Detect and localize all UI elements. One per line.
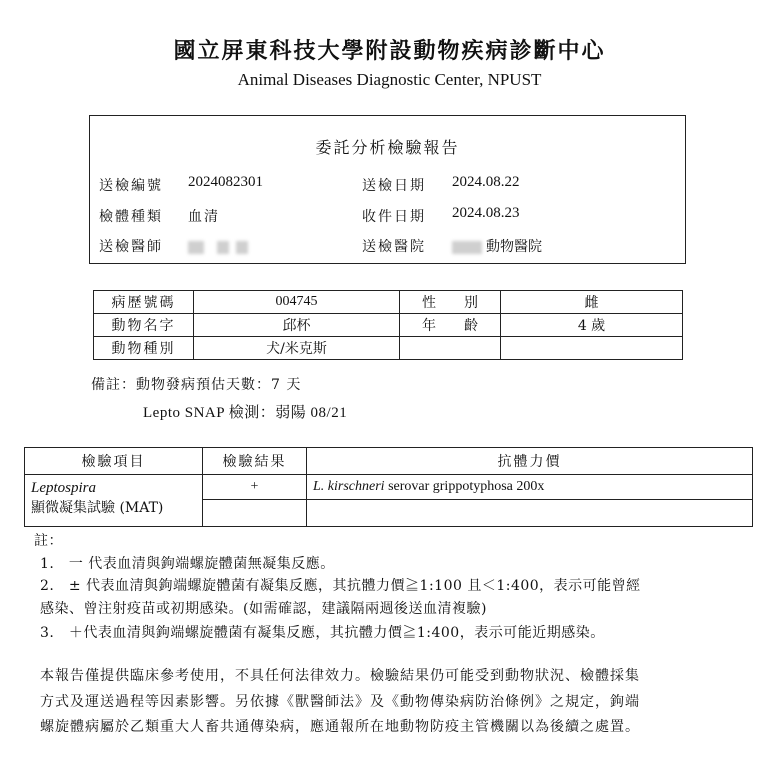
test-method: 顯微凝集試驗 (MAT) — [31, 500, 164, 516]
sex-label: 性 別 — [400, 291, 501, 314]
empty-cell — [203, 500, 307, 527]
notes-heading: 註： — [34, 533, 63, 549]
note-2: 2. ± 代表血清與鉤端螺旋體菌有凝集反應，其抗體力價≧1:100 且＜1:400，表示可能曾經 — [40, 578, 641, 594]
age-label: 年 齡 — [400, 314, 501, 337]
disclaimer-line-2: 方式及運送過程等因素影響。另依據《獸醫師法》及《動物傳染病防治條例》之規定，鉤端 — [40, 694, 640, 710]
report-info-box — [89, 115, 686, 264]
header-test-item: 檢驗項目 — [25, 448, 203, 475]
vet-name-redacted — [188, 237, 248, 256]
hospital-label: 送檢醫院 — [362, 239, 426, 255]
species: 犬/米克斯 — [194, 337, 400, 360]
submission-date: 2024.08.22 — [452, 174, 520, 190]
age: 4 歲 — [501, 314, 683, 337]
submission-date-label: 送檢日期 — [362, 178, 426, 194]
record-no-label: 病歷號碼 — [94, 291, 194, 314]
animal-info-table — [93, 290, 683, 360]
received-date-label: 收件日期 — [362, 209, 426, 225]
table-row — [94, 314, 683, 337]
vet-label: 送檢醫師 — [99, 239, 163, 255]
titer-serovar: serovar grippotyphosa 200x — [384, 479, 545, 495]
table-row — [25, 475, 753, 500]
received-date: 2024.08.23 — [452, 205, 520, 221]
report-title: 委託分析檢驗報告 — [315, 138, 460, 157]
header-result: 檢驗結果 — [203, 448, 307, 475]
results-table — [24, 447, 753, 527]
disclaimer-line-3: 螺旋體病屬於乙類重大人畜共通傳染病，應通報所在地動物防疫主管機關以為後續之處置。 — [40, 719, 640, 735]
note-3: 3. ＋代表血清與鉤端螺旋體菌有凝集反應，其抗體力價≧1:400，表示可能近期感染。 — [40, 625, 605, 641]
note-1: 1. 一 代表血清與鉤端螺旋體菌無凝集反應。 — [40, 556, 335, 572]
table-row — [94, 291, 683, 314]
specimen-type-label: 檢體種類 — [99, 209, 163, 225]
animal-name-label: 動物名字 — [94, 314, 194, 337]
test-item — [25, 475, 203, 527]
record-no: 004745 — [194, 291, 400, 314]
animal-name: 邱杯 — [194, 314, 400, 337]
note-2-cont: 感染、曾注射疫苗或初期感染。(如需確認，建議隔兩週後送血清複驗) — [40, 601, 487, 617]
titer-value — [307, 475, 753, 500]
remark-snap-test: Lepto SNAP 檢測：弱陽 08/21 — [143, 405, 348, 421]
disclaimer-line-1: 本報告僅提供臨床參考使用，不具任何法律效力。檢驗結果仍可能受到動物狀況、檢體採集 — [40, 668, 640, 684]
test-genus: Leptospira — [31, 480, 97, 496]
sex: 雌 — [501, 291, 683, 314]
table-row — [25, 448, 753, 475]
header-titer: 抗體力價 — [307, 448, 753, 475]
test-result: + — [203, 475, 307, 500]
hospital-name-redacted — [452, 237, 482, 256]
species-label: 動物種別 — [94, 337, 194, 360]
submission-no: 2024082301 — [188, 174, 263, 190]
empty-cell — [501, 337, 683, 360]
titer-species: L. kirschneri — [313, 479, 385, 495]
submission-no-label: 送檢編號 — [99, 178, 163, 194]
empty-cell — [400, 337, 501, 360]
empty-cell — [307, 500, 753, 527]
table-row — [94, 337, 683, 360]
hospital-suffix: 動物醫院 — [486, 239, 542, 255]
remark-onset-days: 備註：動物發病預估天數：7 天 — [91, 377, 302, 393]
center-title-en: Animal Diseases Diagnostic Center, NPUST — [237, 70, 542, 89]
specimen-type: 血清 — [188, 209, 220, 225]
center-title-zh: 國立屏東科技大學附設動物疾病診斷中心 — [173, 38, 606, 64]
